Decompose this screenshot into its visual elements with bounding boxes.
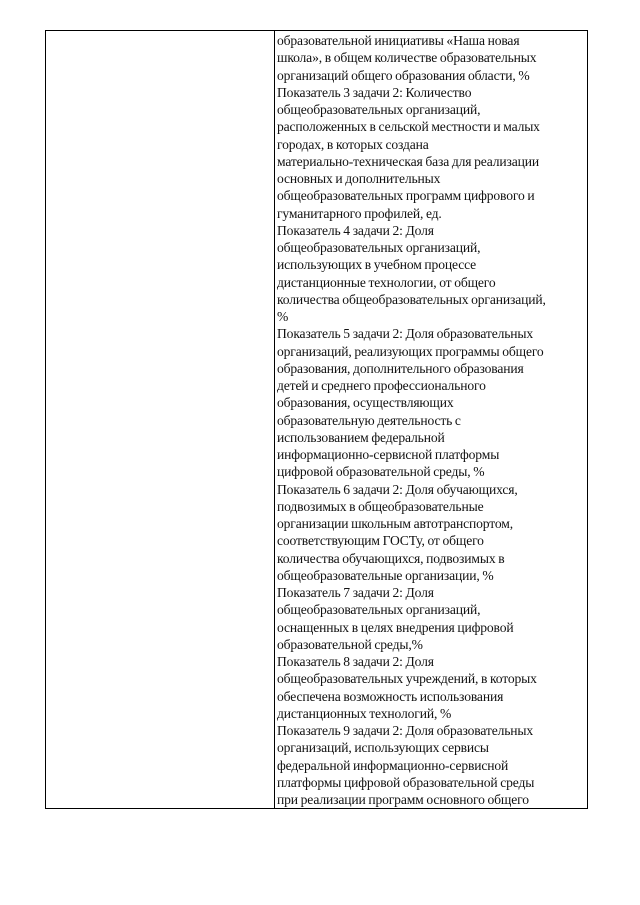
text-line: общеобразовательные организации, % [277, 567, 494, 583]
text-line: организаций, использующих сервисы [277, 740, 489, 756]
text-line: организаций, реализующих программы общего [277, 343, 544, 359]
text-line: школа», в общем количестве образовательных [277, 50, 537, 66]
text-line: федеральной информационно-сервисной [277, 757, 509, 773]
text-line: общеобразовательных программ цифрового и [277, 188, 535, 204]
text-line: использованием федеральной [277, 429, 445, 445]
text-line: детей и среднего профессионального [277, 378, 486, 393]
text-line: Показатель 5 задачи 2: Доля образовательных [277, 326, 534, 342]
text-line: дистанционных технологий, % [277, 705, 452, 721]
text-line: Показатель 7 задачи 2: Доля [277, 585, 434, 600]
text-line: при реализации программ основного общего [277, 792, 529, 807]
text-line: образования, осуществляющих [277, 395, 454, 411]
text-line: Показатель 9 задачи 2: Доля образовательных [277, 723, 534, 738]
table-cell-empty [46, 31, 275, 808]
text-line: общеобразовательных организаций, [277, 240, 481, 255]
text-line: оснащенных в целях внедрения цифровой [277, 619, 514, 635]
text-line: количества обучающихся, подвозимых в [277, 550, 505, 566]
text-line: основных и дополнительных [277, 171, 441, 186]
text-line: общеобразовательных учреждений, в которых [277, 671, 537, 687]
text-line: Показатель 6 задачи 2: Доля обучающихся, [277, 481, 518, 497]
text-line: подвозимых в общеобразовательные [277, 498, 484, 514]
table-cell-indicators [275, 31, 587, 808]
text-line: образовательной среды,% [277, 636, 423, 652]
text-line: образовательной инициативы «Наша новая [277, 33, 520, 48]
text-line: гуманитарного профилей, ед. [277, 205, 442, 221]
text-line: информационно-сервисной платформы [277, 447, 500, 462]
text-line: использующих в учебном процессе [277, 257, 477, 273]
text-line: расположенных в сельской местности и малых [277, 119, 540, 135]
text-line: общеобразовательных организаций, [277, 102, 481, 117]
text-line: Показатель 3 задачи 2: Количество [277, 84, 472, 100]
text-line: количества общеобразовательных организаций, [277, 291, 546, 307]
text-line: материально-техническая база для реализации [277, 153, 540, 169]
text-line: обеспечена возможность использования [277, 688, 504, 704]
text-line: организации школьным автотранспортом, [277, 516, 513, 531]
text-line: Показатель 8 задачи 2: Доля [277, 654, 434, 669]
text-line: образовательную деятельность с [277, 412, 461, 428]
text-line: % [277, 309, 289, 324]
text-line: дистанционные технологии, от общего [277, 274, 496, 290]
text-line: организаций общего образования области, % [277, 67, 530, 83]
text-line: Показатель 4 задачи 2: Доля [277, 222, 434, 238]
document-table [45, 30, 588, 809]
text-line: образования, дополнительного образования [277, 360, 524, 376]
text-line: цифровой образовательной среды, % [277, 464, 485, 480]
text-line: платформы цифровой образовательной среды [277, 774, 535, 790]
text-line: соответствующим ГОСТу, от общего [277, 533, 484, 549]
text-line: общеобразовательных организаций, [277, 602, 481, 618]
text-line: городах, в которых создана [277, 136, 429, 152]
